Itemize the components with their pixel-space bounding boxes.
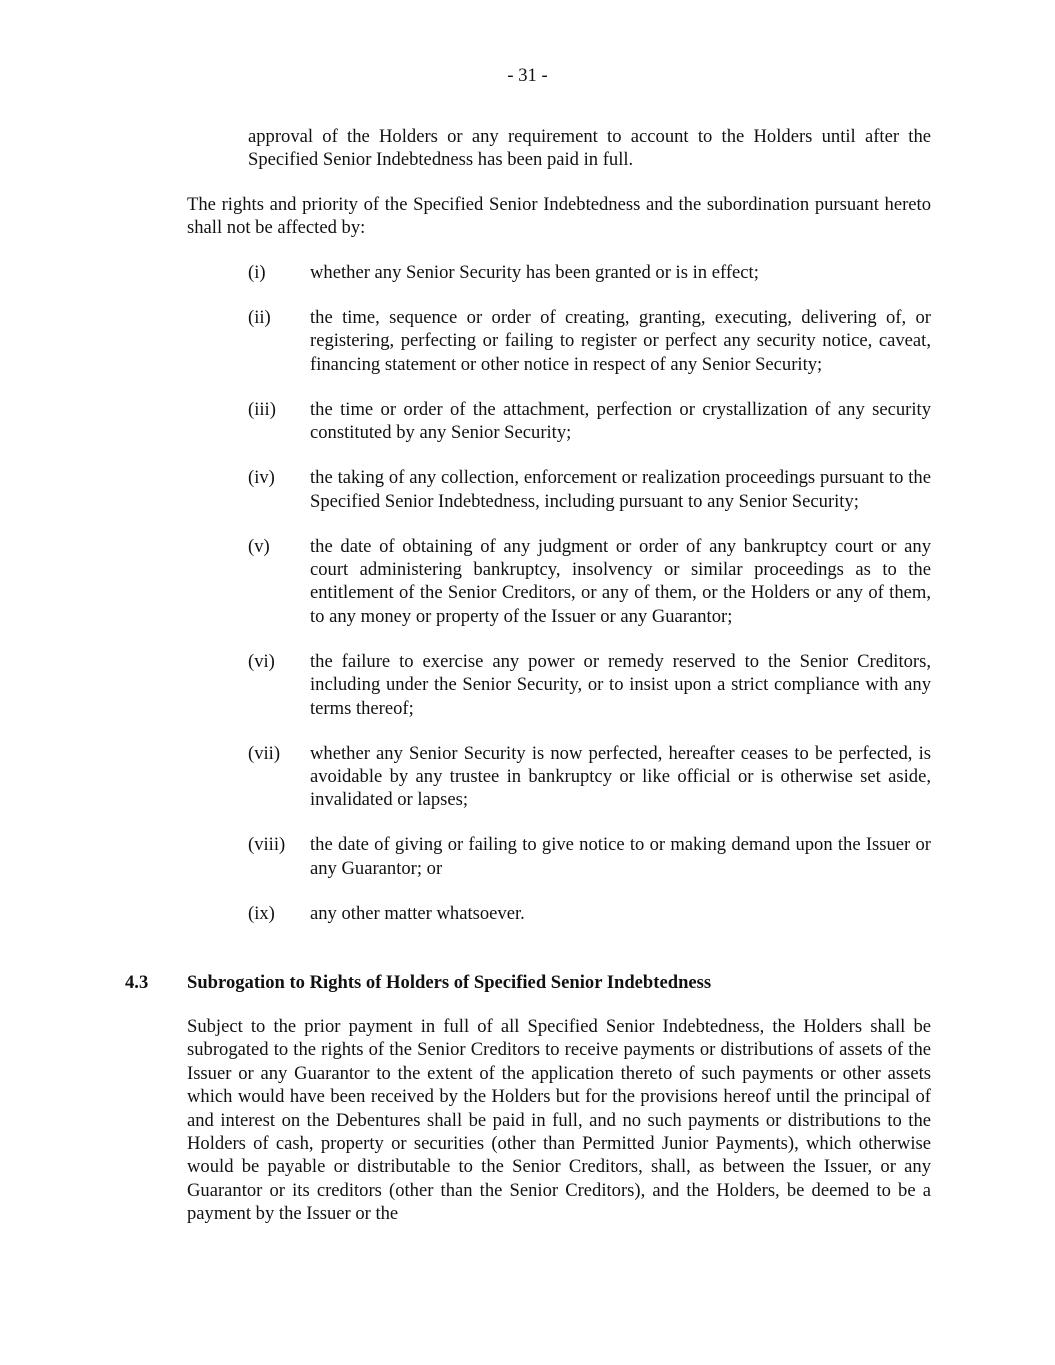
list-item xyxy=(248,833,931,880)
section-body-paragraph: Subject to the prior payment in full of all Specified Senior Indebtedness, the Holders shall be subrogated to the rights of the Senior Creditors to receive payments or distributions of assets of the Issuer or any Guarantor to the extent of the application thereto of such payments or other assets which would have been received by the Holders but for the provisions hereof until the principal of and interest on the Debentures shall be paid in full, and no such payments or distributions to the Holders of cash, property or securities (other than Permitted Junior Payments), which otherwise would be payable or distributable to the Senior Creditors, shall, as between the Issuer, or any Guarantor or its creditors (other than the Senior Creditors), and the Holders, be deemed to be a payment by the Issuer or the xyxy=(187,1016,931,1225)
page-number: - 31 - xyxy=(507,65,548,86)
list-item xyxy=(248,742,931,812)
section-heading xyxy=(125,971,711,994)
intro-paragraph: The rights and priority of the Specified Senior Indebtedness and the subordination pursuant hereto shall not be affected by: xyxy=(187,194,931,239)
list-item xyxy=(248,535,931,629)
list-item-text: whether any Senior Security has been granted or is in effect; xyxy=(310,262,759,283)
list-item-text: the time or order of the attachment, perfection or crystallization of any security constituted by any Senior Security; xyxy=(310,398,931,444)
list-item-text: any other matter whatsoever. xyxy=(310,902,525,924)
list-item xyxy=(248,261,931,284)
list-item-label: (vi) xyxy=(248,650,275,672)
continuation-paragraph: approval of the Holders or any requirement to account to the Holders until after the Specified Senior Indebtedness has been paid in full. xyxy=(248,126,931,171)
list-item-label: (vii) xyxy=(248,742,281,764)
list-item xyxy=(248,902,931,925)
list-item xyxy=(248,398,931,445)
enumerated-list xyxy=(248,261,931,947)
list-item xyxy=(248,466,931,513)
list-item-label: (iii) xyxy=(248,398,276,420)
list-item-text: the time, sequence or order of creating, granting, executing, delivering of, or registering, perfecting or failing to register or perfect any security notice, caveat, financing statement or other notice in respect of any Senior Security; xyxy=(310,307,931,375)
list-item-text: the failure to exercise any power or remedy reserved to the Senior Creditors, including under the Senior Security, or to insist upon a strict compliance with any terms thereof; xyxy=(310,650,931,719)
list-item-label: (ix) xyxy=(248,902,275,924)
list-item xyxy=(248,306,931,376)
list-item-label: (iv) xyxy=(248,467,275,489)
list-item-label: (i) xyxy=(248,262,266,283)
list-item-label: (v) xyxy=(248,535,270,557)
section-number: 4.3 xyxy=(125,972,149,993)
list-item-text: whether any Senior Security is now perfected, hereafter ceases to be perfected, is avoidable by any trustee in bankruptcy or like official or is otherwise set aside, invalidated or lapses; xyxy=(310,742,931,811)
list-item-label: (ii) xyxy=(248,307,271,328)
list-item-text: the date of obtaining of any judgment or order of any bankruptcy court or any court administering bankruptcy, insolvency or similar proceedings as to the entitlement of the Senior Creditors, or any of them, or the Holders or any of them, to any money or property of the Issuer or any Guarantor; xyxy=(310,535,931,627)
section-title: Subrogation to Rights of Holders of Specified Senior Indebtedness xyxy=(187,972,712,993)
list-item xyxy=(248,650,931,720)
list-item-text: the date of giving or failing to give notice to or making demand upon the Issuer or any Guarantor; or xyxy=(310,834,931,879)
list-item-text: the taking of any collection, enforcement or realization proceedings pursuant to the Specified Senior Indebtedness, including pursuant to any Senior Security; xyxy=(310,467,931,512)
list-item-label: (viii) xyxy=(248,834,286,856)
